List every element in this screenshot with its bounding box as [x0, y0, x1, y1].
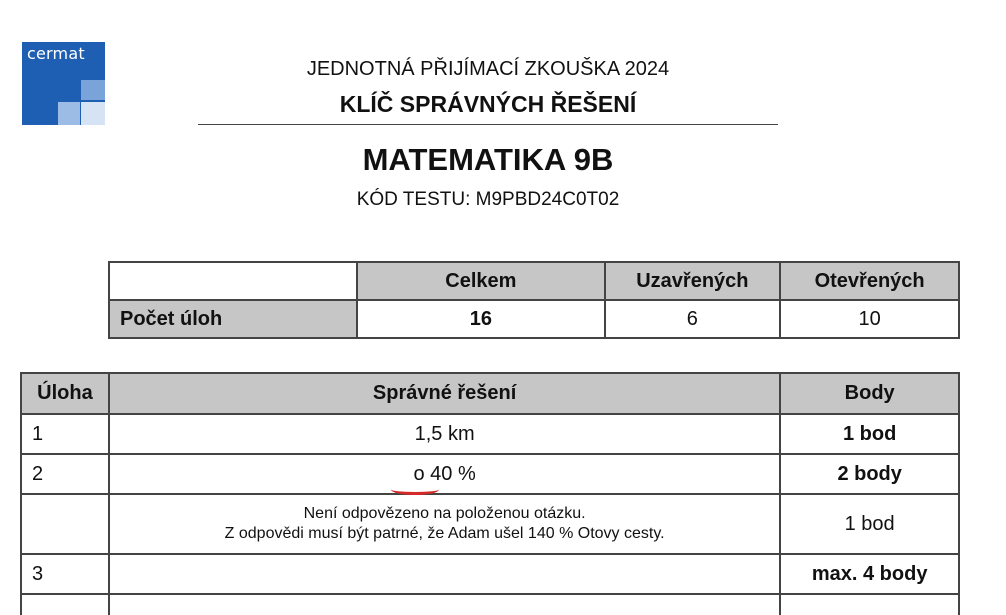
empty-cell	[780, 594, 959, 615]
points-cell: max. 4 body	[780, 554, 959, 594]
solution-cell	[109, 554, 780, 594]
subject-title: MATEMATIKA 9B	[362, 142, 614, 177]
table-row	[21, 594, 959, 615]
empty-cell	[21, 594, 109, 615]
exam-title: JEDNOTNÁ PŘIJÍMACÍ ZKOUŠKA 2024	[306, 58, 670, 80]
test-code: KÓD TESTU: M9PBD24C0T02	[356, 189, 620, 210]
task-number: 1	[21, 414, 109, 454]
task-count-table	[108, 261, 960, 339]
open-count: 10	[780, 300, 959, 338]
logo-square	[81, 102, 105, 125]
logo-text: cermat	[27, 44, 85, 63]
task-number: 2	[21, 454, 109, 494]
table-row	[21, 494, 959, 554]
logo-square	[81, 80, 105, 100]
table-row	[21, 454, 959, 494]
column-header-points: Body	[780, 373, 959, 414]
closed-count: 6	[605, 300, 781, 338]
column-header-task: Úloha	[21, 373, 109, 414]
task-number	[21, 494, 109, 554]
logo-square	[58, 102, 80, 125]
row-label: Počet úloh	[109, 300, 357, 338]
points-cell: 1 bod	[780, 414, 959, 454]
table-row	[21, 414, 959, 454]
column-header-open: Otevřených	[780, 262, 959, 300]
table-row	[109, 300, 959, 338]
total-count: 16	[357, 300, 604, 338]
column-header-closed: Uzavřených	[605, 262, 781, 300]
solution-cell: o 40 %	[109, 454, 780, 494]
solution-cell: 1,5 km	[109, 414, 780, 454]
table-header-row	[21, 373, 959, 414]
red-underline-annotation	[391, 484, 439, 495]
answer-key-title: KLÍČ SPRÁVNÝCH ŘEŠENÍ	[339, 91, 637, 117]
points-cell: 2 body	[780, 454, 959, 494]
note-line: Z odpovědi musí být patrné, že Adam ušel 140 % Otovy cesty.	[224, 525, 665, 542]
empty-cell	[109, 594, 780, 615]
column-header-solution: Správné řešení	[109, 373, 780, 414]
solution-note-cell	[109, 494, 780, 554]
cermat-logo	[22, 42, 105, 125]
task-number: 3	[21, 554, 109, 594]
table-row	[21, 554, 959, 594]
note-line: Není odpovězeno na položenou otázku.	[303, 505, 586, 522]
column-header-total: Celkem	[357, 262, 604, 300]
points-cell: 1 bod	[780, 494, 959, 554]
header-divider	[198, 124, 778, 125]
table-header-row	[109, 262, 959, 300]
empty-cell	[109, 262, 357, 300]
answer-key-table	[20, 372, 960, 615]
